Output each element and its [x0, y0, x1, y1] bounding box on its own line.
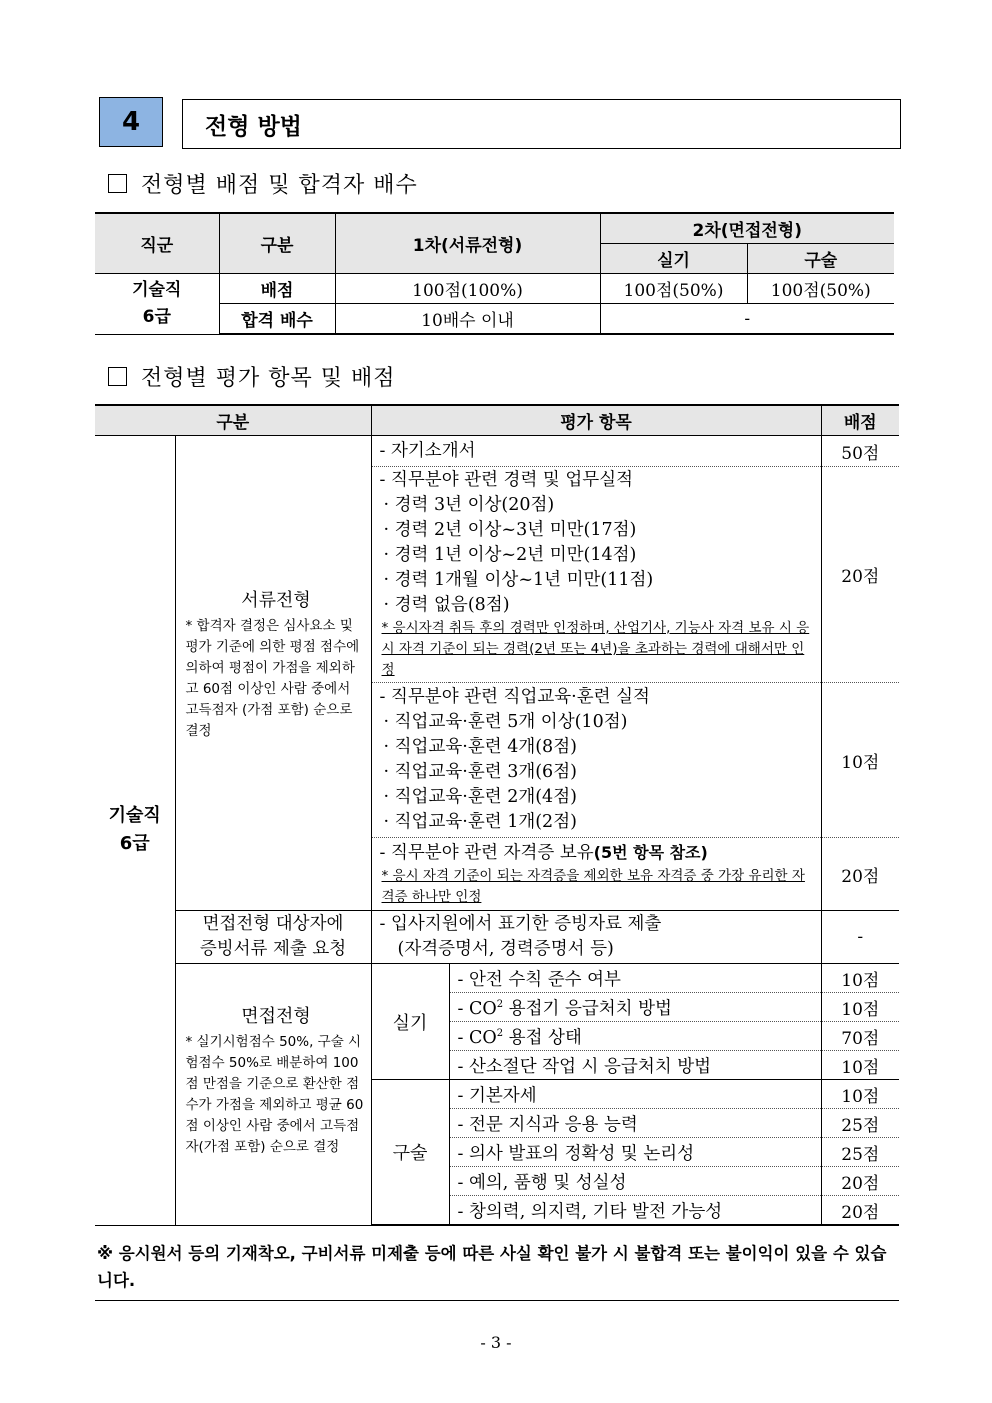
item-line: - 직무분야 관련 자격증 보유 — [379, 843, 594, 863]
document-item-certificate — [371, 838, 821, 911]
practical-score: 10점 — [821, 964, 899, 993]
score-practical: 100점(50%) — [600, 274, 747, 304]
interview-note: * 실기시험점수 50%, 구술 시험점수 50%로 배분하여 100점 만점을 기준으로 환산한 점수가 가점을 제외하고 평균 60점 이상인 사람 중에서 고득점자(가점 포함) 순으로 결정 — [185, 1034, 364, 1155]
item-line: · 경력 없음(8점) — [383, 595, 510, 615]
document-item-career — [371, 467, 821, 683]
submission-label-line2: 증빙서류 제출 요청 — [199, 939, 347, 959]
job-name-cell — [95, 274, 219, 335]
certificate-note: * 응시 자격 기준이 되는 자격증을 제외한 보유 자격증 중 가장 유리한 자격증 하나만 인정 — [381, 868, 805, 905]
item-line: · 경력 1개월 이상~1년 미만(11점) — [383, 570, 654, 590]
item-line: · 직업교육·훈련 5개 이상(10점) — [383, 712, 628, 732]
interview-cell — [175, 964, 371, 1226]
practical-score: 10점 — [821, 993, 899, 1022]
subsection-heading-1 — [108, 168, 418, 198]
oral-item: - 예의, 품행 및 성실성 — [449, 1167, 821, 1196]
document-score-self-intro: 50점 — [821, 436, 899, 467]
checkbox-square-icon — [108, 367, 127, 386]
oral-score: 25점 — [821, 1138, 899, 1167]
oral-score: 20점 — [821, 1167, 899, 1196]
item-text-pre: - CO — [457, 998, 497, 1019]
section-number: 4 — [99, 97, 163, 147]
document-score-training: 10점 — [821, 683, 899, 838]
header-stage2: 2차(면접전형) — [600, 213, 894, 244]
item-text-pre: - CO — [457, 1027, 497, 1048]
oral-score: 20점 — [821, 1196, 899, 1226]
document-screening-label: 서류전형 — [241, 590, 311, 611]
multiple-stage1: 10배수 이내 — [335, 304, 600, 335]
row-label-multiple: 합격 배수 — [219, 304, 335, 335]
job-name-line2: 6급 — [142, 306, 171, 327]
subsection-title-1: 전형별 배점 및 합격자 배수 — [141, 172, 418, 198]
footnote-divider — [95, 1300, 899, 1301]
item-line: - 자기소개서 — [379, 440, 476, 461]
multiple-stage2: - — [600, 304, 894, 335]
item-line: · 직업교육·훈련 2개(4점) — [383, 787, 577, 807]
header-job: 직군 — [95, 213, 219, 274]
document-item-training — [371, 683, 821, 838]
submission-label-line1: 면접전형 대상자에 — [202, 914, 344, 934]
header-stage1: 1차(서류전형) — [335, 213, 600, 274]
item-sup: 2 — [496, 1027, 504, 1039]
job-name-line2: 6급 — [119, 833, 150, 855]
item-line: - 직무분야 관련 직업교육·훈련 실적 — [379, 687, 650, 707]
oral-score: 10점 — [821, 1080, 899, 1109]
item-line: · 직업교육·훈련 1개(2점) — [383, 812, 577, 832]
practical-item: - 산소절단 작업 시 응급처치 방법 — [449, 1051, 821, 1080]
practical-score: 10점 — [821, 1051, 899, 1080]
document-score-career: 20점 — [821, 467, 899, 683]
header-practical: 실기 — [600, 244, 747, 274]
item-line: · 경력 2년 이상~3년 미만(17점) — [383, 520, 637, 540]
practical-item: - 안전 수칙 준수 여부 — [449, 964, 821, 993]
practical-item — [449, 993, 821, 1022]
document-screening-note: * 합격자 결정은 심사요소 및 평가 기준에 의한 평점 점수에 의하여 평점이 가점을 제외하고 60점 이상인 사람 중에서 고득점자 (가점 포함) 순으로 결정 — [185, 618, 360, 739]
document-item-self-intro — [371, 436, 821, 467]
subsection-heading-2 — [108, 361, 396, 391]
submission-score: - — [821, 911, 899, 964]
header-category: 구분 — [95, 405, 371, 436]
header-score: 배점 — [821, 405, 899, 436]
submission-label-cell — [175, 911, 371, 964]
subsection-title-2: 전형별 평가 항목 및 배점 — [141, 365, 396, 391]
score-oral: 100점(50%) — [747, 274, 894, 304]
item-line: · 직업교육·훈련 3개(6점) — [383, 762, 577, 782]
item-sup: 2 — [496, 998, 504, 1010]
item-line: - 직무분야 관련 경력 및 업무실적 — [379, 470, 634, 490]
section-title: 전형 방법 — [182, 99, 901, 149]
item-text-post: 용접기 응급처치 방법 — [503, 998, 672, 1019]
oral-item: - 창의력, 의지력, 기타 발전 가능성 — [449, 1196, 821, 1226]
oral-item: - 의사 발표의 정확성 및 논리성 — [449, 1138, 821, 1167]
oral-score: 25점 — [821, 1109, 899, 1138]
item-reference: (5번 항목 참조) — [593, 843, 708, 862]
item-line: - 입사지원에서 표기한 증빙자료 제출 — [379, 914, 662, 934]
interview-label: 면접전형 — [241, 1006, 311, 1027]
checkbox-square-icon — [108, 174, 127, 193]
item-line: (자격증명서, 경력증명서 등) — [397, 939, 614, 959]
job-name-cell — [95, 436, 175, 1226]
job-name-line1: 기술직 — [108, 805, 161, 827]
score-table — [95, 212, 894, 335]
item-line: · 경력 1년 이상~2년 미만(14점) — [383, 545, 637, 565]
row-label-score: 배점 — [219, 274, 335, 304]
career-note: * 응시자격 취득 후의 경력만 인정하며, 산업기사, 기능사 자격 보유 시 응시 자격 기준이 되는 경력(2년 또는 4년)을 초과하는 경력에 대해서만 인정 — [381, 620, 810, 678]
oral-item: - 전문 지식과 응용 능력 — [449, 1109, 821, 1138]
header-oral: 구술 — [747, 244, 894, 274]
score-stage1: 100점(100%) — [335, 274, 600, 304]
practical-item — [449, 1022, 821, 1051]
submission-item — [371, 911, 821, 964]
job-name-line1: 기술직 — [132, 279, 182, 300]
page-number: - 3 - — [480, 1333, 512, 1352]
oral-label: 구술 — [371, 1080, 449, 1226]
item-line: · 직업교육·훈련 4개(8점) — [383, 737, 577, 757]
item-text-post: 용접 상태 — [503, 1027, 582, 1048]
evaluation-table — [95, 404, 899, 1226]
document-screening-cell — [175, 436, 371, 911]
practical-score: 70점 — [821, 1022, 899, 1051]
header-items: 평가 항목 — [371, 405, 821, 436]
practical-label: 실기 — [371, 964, 449, 1080]
header-category: 구분 — [219, 213, 335, 274]
document-score-certificate: 20점 — [821, 838, 899, 911]
item-line: · 경력 3년 이상(20점) — [383, 495, 555, 515]
footnote: ※ 응시원서 등의 기재착오, 구비서류 미제출 등에 따른 사실 확인 불가 시 불합격 또는 불이익이 있을 수 있습니다. — [97, 1244, 887, 1290]
oral-item: - 기본자세 — [449, 1080, 821, 1109]
